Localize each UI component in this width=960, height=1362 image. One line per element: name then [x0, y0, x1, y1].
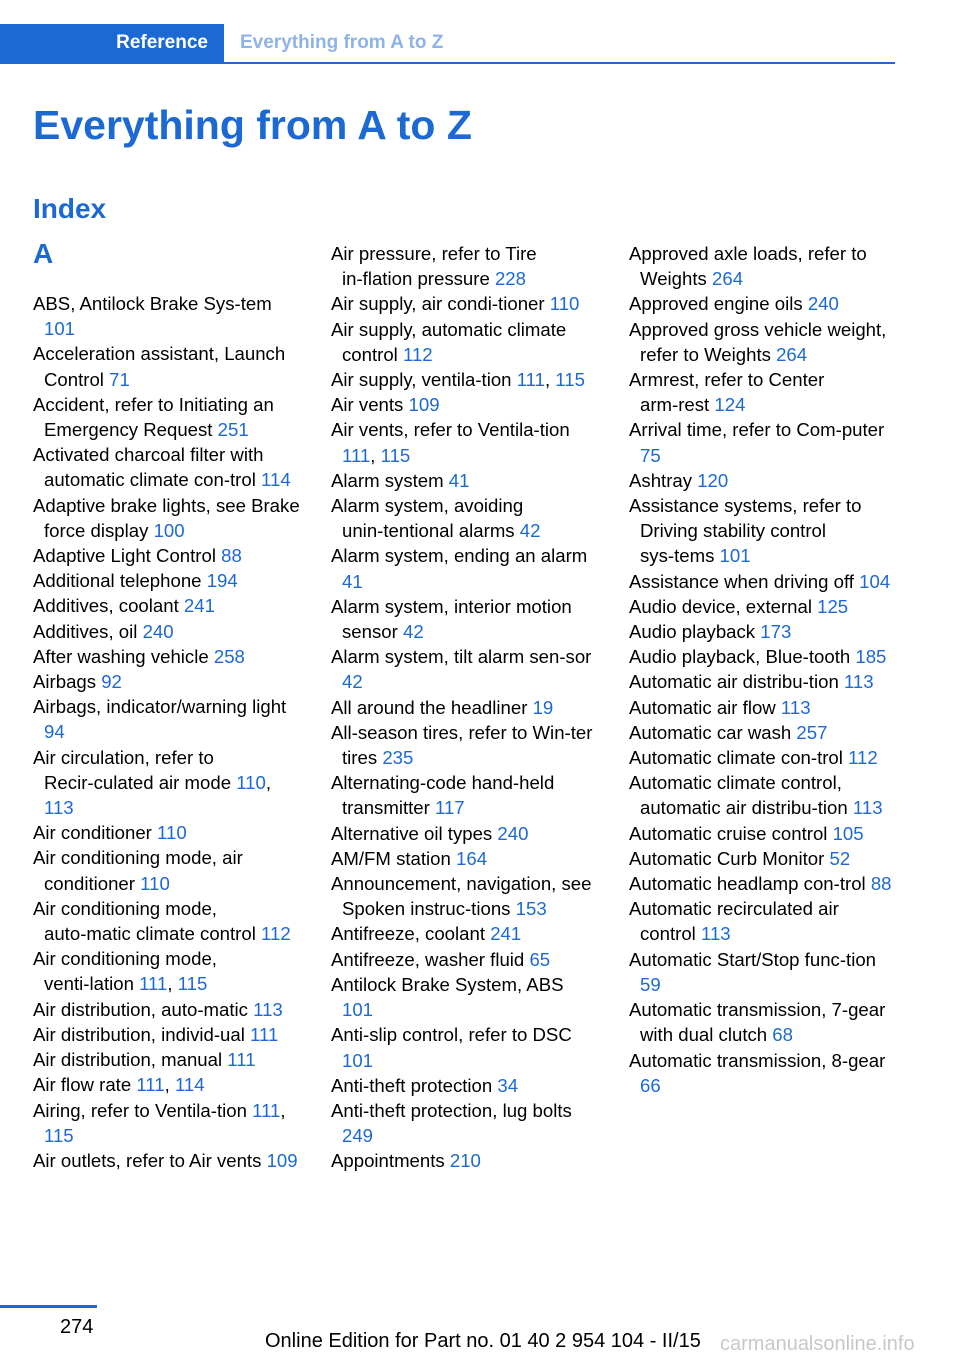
index-entry-text: Automatic car wash	[629, 721, 792, 743]
index-entry	[331, 1073, 599, 1098]
index-entry	[629, 871, 897, 896]
index-entry	[331, 770, 599, 820]
index-entry-text: Air conditioning mode, air conditioner	[33, 847, 243, 894]
index-entry	[629, 569, 897, 594]
index-entry-text: Automatic Curb Monitor	[629, 847, 825, 869]
index-entry	[331, 392, 599, 417]
index-entry-text: Assistance when driving off	[629, 570, 854, 592]
page-link[interactable]: 114	[261, 469, 291, 491]
index-entry-text: Air conditioning mode, auto‑matic climate control	[33, 897, 256, 945]
index-entry-text: Alarm system, tilt alarm sen‑sor	[331, 646, 592, 668]
index-column-2	[331, 241, 599, 1174]
index-entry-text: Air conditioning mode, venti‑lation	[33, 948, 217, 995]
page-link[interactable]: 115	[44, 1124, 74, 1146]
index-entry-text: Automatic Start/Stop func‑tion	[629, 948, 877, 970]
index-entry-text: Air distribution, manual	[33, 1049, 223, 1071]
index-entry-text: Airbags, indicator/warning light	[33, 696, 287, 718]
index-entry-text: Automatic cruise control	[629, 822, 828, 844]
index-entry-text: Approved engine oils	[629, 293, 803, 315]
index-entry-text: Alarm system, interior motion sensor	[331, 595, 572, 643]
index-entry-text: Airing, refer to Ventila‑tion	[33, 1099, 247, 1121]
index-entry-text: Audio playback, Blue‑tooth	[629, 646, 851, 668]
page-link[interactable]: 110	[140, 872, 170, 894]
page-link[interactable]: 113	[700, 923, 731, 945]
index-entry	[629, 417, 897, 467]
page-link[interactable]: 109	[408, 394, 440, 416]
index-entry-text: Air supply, ventila‑tion	[331, 369, 512, 391]
index-entry-text: Arrival time, refer to Com‑puter	[629, 419, 885, 441]
index-entry-text: Air vents, refer to Ventila‑tion	[331, 419, 570, 441]
page-link[interactable]: 71	[109, 368, 130, 390]
page-link[interactable]: 113	[852, 797, 883, 819]
page-link[interactable]: 113	[44, 797, 74, 819]
page-link[interactable]: 251	[217, 419, 249, 441]
page-link[interactable]: 101	[342, 999, 374, 1021]
index-entry	[33, 997, 301, 1022]
page-link[interactable]: 112	[402, 343, 433, 365]
index-column-1	[33, 291, 301, 1173]
index-entry	[629, 644, 897, 669]
page-link[interactable]: 264	[776, 343, 808, 365]
index-entry	[629, 745, 897, 770]
index-entry	[331, 241, 599, 291]
page-link[interactable]: 258	[213, 645, 245, 667]
index-entry-text: Armrest, refer to Center arm‑rest	[629, 369, 825, 416]
index-entry	[33, 1047, 301, 1072]
index-entry-text: Acceleration assistant, Launch Control	[33, 343, 286, 390]
page-link[interactable]: 19	[532, 696, 554, 718]
index-entry-text: Additives, coolant	[33, 595, 179, 617]
page-link[interactable]: 68	[772, 1024, 793, 1046]
page-link[interactable]: 34	[497, 1074, 519, 1096]
index-entry	[331, 720, 599, 770]
page-link[interactable]: 241	[490, 923, 522, 945]
index-entry-text: Assistance systems, refer to Driving stability control sys‑tems	[629, 495, 862, 567]
index-entry-text: Automatic air distribu‑tion	[629, 671, 839, 693]
index-entry-text: Anti-theft protection, lug bolts	[331, 1099, 572, 1121]
index-entry	[33, 593, 301, 618]
index-entry-text: Accident, refer to Initiating an Emergency Request	[33, 393, 274, 441]
index-entry	[629, 468, 897, 493]
index-entry-text: Announcement, navigation, see Spoken instruc‑tions	[331, 873, 592, 920]
page-link[interactable]: 241	[183, 595, 215, 617]
index-entry	[33, 543, 301, 568]
index-entry	[331, 695, 599, 720]
page-link[interactable]: 41	[448, 469, 470, 491]
page-link[interactable]: 164	[456, 847, 488, 869]
index-entry	[33, 669, 301, 694]
index-entry: Air conditioning mode, venti‑lation 111, 115	[33, 948, 217, 995]
index-entry	[331, 846, 599, 871]
index-column-3	[629, 241, 897, 1098]
page-link[interactable]: 240	[807, 293, 839, 315]
page-link[interactable]: 105	[832, 822, 864, 844]
index-entry-text: Air supply, air condi‑tioner	[331, 293, 545, 315]
index-entry	[33, 619, 301, 644]
index-entry	[33, 845, 301, 895]
index-entry-text: Automatic headlamp con‑trol	[629, 873, 866, 895]
index-entry	[33, 291, 301, 341]
index-entry	[331, 594, 599, 644]
page-link[interactable]: 42	[519, 520, 541, 542]
index-entry-text: Appointments	[331, 1150, 445, 1172]
index-entry	[629, 896, 897, 946]
page-number: 274	[60, 1316, 94, 1338]
index-entry-text: Airbags	[33, 671, 97, 693]
index-entry-text: Anti-slip control, refer to DSC	[331, 1024, 572, 1046]
page-link[interactable]: 124	[714, 394, 746, 416]
index-entry	[629, 291, 897, 316]
index-entry	[629, 947, 897, 997]
index-entry: Air circulation, refer to Recir‑culated air mode 110, 113	[33, 746, 272, 819]
page-link[interactable]: 101	[342, 1049, 374, 1071]
page-link[interactable]: 88	[870, 873, 892, 895]
page-link[interactable]: 235	[382, 747, 414, 769]
index-entry-text: Activated charcoal filter with automatic climate con‑trol	[33, 444, 264, 491]
page-link[interactable]: 111	[139, 973, 168, 995]
index-entry	[33, 442, 301, 492]
index-entry-text: Air distribution, individ‑ual	[33, 1023, 245, 1045]
page-link[interactable]: 109	[266, 1149, 298, 1171]
index-entry	[331, 1098, 599, 1148]
footer-rule	[0, 1305, 97, 1308]
page-link[interactable]: 240	[142, 620, 174, 642]
index-entry-text: Alarm system, avoiding unin‑tentional alarms	[331, 495, 524, 542]
index-entry	[629, 821, 897, 846]
page-link[interactable]: 110	[549, 293, 580, 315]
index-entry	[629, 493, 897, 569]
index-entry-text: Approved gross vehicle weight, refer to Weights	[629, 318, 887, 365]
index-entry	[331, 291, 599, 316]
index-entry	[629, 695, 897, 720]
index-entry	[331, 947, 599, 972]
page-link[interactable]: 66	[640, 1074, 661, 1096]
index-entry	[331, 1022, 599, 1072]
index-entry-text: Air distribution, auto‑matic	[33, 998, 248, 1020]
page-link[interactable]: 113	[843, 671, 874, 693]
page-link[interactable]: 228	[494, 268, 526, 290]
page-link[interactable]: 110	[236, 771, 266, 793]
page-link[interactable]: 101	[44, 318, 76, 340]
page-link[interactable]: 117	[435, 797, 465, 819]
index-entry-text: After washing vehicle	[33, 645, 209, 667]
page-link[interactable]: 59	[640, 973, 661, 995]
index-entry-text: Antilock Brake System, ABS	[331, 973, 564, 995]
index-entry-text: Alternative oil types	[331, 822, 493, 844]
page-link[interactable]: 153	[515, 898, 547, 920]
index-entry-text: All around the headliner	[331, 696, 528, 718]
index-entry	[33, 896, 301, 946]
page-link[interactable]: 112	[848, 747, 878, 769]
index-entry	[629, 997, 897, 1047]
index-entry-text: Automatic transmission, 7-gear with dual clutch	[629, 999, 886, 1046]
page-link[interactable]: 42	[342, 671, 363, 693]
index-entry: Air supply, ventila‑tion 111, 115	[331, 369, 585, 391]
page-link[interactable]: 110	[157, 822, 187, 844]
index-entry-text: Air vents	[331, 394, 404, 416]
index-entry-text: Adaptive brake lights, see Brake force display	[33, 494, 300, 541]
index-entry-text: Automatic climate con‑trol	[629, 747, 843, 769]
page-link[interactable]: 173	[760, 621, 792, 643]
index-entry-text: Automatic recirculated air control	[629, 898, 839, 945]
index-entry: Airing, refer to Ventila‑tion 111, 115	[33, 1099, 286, 1146]
page-link[interactable]: 113	[780, 696, 811, 718]
index-entry	[629, 1048, 897, 1098]
index-entry-text: Additional telephone	[33, 570, 202, 592]
index-entry	[331, 921, 599, 946]
page-link[interactable]: 111	[342, 444, 371, 466]
index-entry-text: Alternating-code hand-held transmitter	[331, 772, 555, 819]
index-entry	[629, 846, 897, 871]
index-entry-text: Alarm system	[331, 469, 444, 491]
page-link[interactable]: 185	[855, 646, 887, 668]
index-entry-text: Air supply, automatic climate control	[331, 318, 567, 365]
index-entry-text: Air conditioner	[33, 822, 152, 844]
page-link[interactable]: 111	[136, 1074, 165, 1096]
index-entry-text: Automatic climate control, automatic air distribu‑tion	[629, 772, 848, 819]
index-entry: Air vents, refer to Ventila‑tion 111, 115	[331, 419, 570, 466]
page-link[interactable]: 88	[221, 545, 242, 567]
index-entry	[33, 1022, 301, 1047]
index-entry-text: Additives, oil	[33, 620, 138, 642]
section-title: Index	[33, 193, 107, 224]
index-entry-text: Ashtray	[629, 469, 693, 491]
index-entry-text: ABS, Antilock Brake Sys‑tem	[33, 293, 272, 314]
watermark: carmanualsonline.info	[720, 1333, 915, 1355]
index-entry	[33, 568, 301, 593]
index-letter-heading: A	[33, 238, 54, 269]
index-entry	[629, 367, 897, 417]
index-entry-text: Antifreeze, washer fluid	[331, 948, 525, 970]
index-entry-text: Antifreeze, coolant	[331, 923, 486, 945]
page-link[interactable]: 115	[177, 973, 208, 995]
index-entry-text: Air outlets, refer to Air vents	[33, 1149, 262, 1171]
index-entry	[629, 619, 897, 644]
page-link[interactable]: 111	[252, 1099, 281, 1121]
page-link[interactable]: 115	[555, 369, 585, 391]
header-chapter-title[interactable]: Everything from A to Z	[240, 32, 444, 53]
page-link[interactable]: 194	[206, 570, 238, 592]
page-link[interactable]: 111	[227, 1049, 256, 1071]
index-entry	[331, 1148, 599, 1173]
page-link[interactable]: 115	[380, 444, 411, 466]
header-section-label: Reference	[116, 32, 208, 53]
page-link[interactable]: 210	[449, 1150, 481, 1172]
index-entry-text: Anti-theft protection	[331, 1074, 493, 1096]
index-entry	[331, 543, 599, 593]
index-entry	[33, 493, 301, 543]
index-entry-text: Adaptive Light Control	[33, 545, 216, 567]
header-section-tab[interactable]	[0, 24, 224, 62]
page-title: Everything from A to Z	[33, 102, 472, 148]
page-link[interactable]: 114	[174, 1074, 205, 1096]
index-entry-text: Automatic air flow	[629, 696, 776, 718]
index-entry	[33, 644, 301, 669]
index-entry	[629, 317, 897, 367]
index-entry-text: Audio device, external	[629, 595, 812, 617]
index-entry-text: All-season tires, refer to Win‑ter tires	[331, 721, 593, 769]
index-entry	[629, 594, 897, 619]
index-entry	[331, 821, 599, 846]
index-entry	[331, 644, 599, 694]
page-link[interactable]: 41	[342, 570, 363, 592]
index-entry	[33, 392, 301, 442]
header-bar	[0, 24, 895, 64]
index-entry-text: Automatic transmission, 8-gear	[629, 1049, 886, 1071]
index-entry	[331, 493, 599, 543]
index-entry	[33, 694, 301, 744]
page-link[interactable]: 111	[250, 1023, 279, 1045]
index-entry	[629, 669, 897, 694]
index-entry-text: Air flow rate	[33, 1074, 132, 1096]
index-entry-text: AM/FM station	[331, 847, 451, 869]
page-link[interactable]: 52	[829, 847, 851, 869]
index-entry	[629, 770, 897, 820]
index-entry	[331, 871, 599, 921]
index-entry-text: Alarm system, ending an alarm	[331, 545, 588, 567]
page-link[interactable]: 94	[44, 721, 65, 743]
page-link[interactable]: 100	[153, 519, 185, 541]
page-link[interactable]: 65	[529, 948, 551, 970]
page-link[interactable]: 240	[497, 822, 529, 844]
index-entry	[33, 1148, 301, 1173]
page-link[interactable]: 264	[712, 268, 744, 290]
page-link[interactable]: 112	[261, 923, 291, 945]
footer-edition: Online Edition for Part no. 01 40 2 954 104 - II/15	[265, 1330, 701, 1352]
index-entry-text: Air circulation, refer to Recir‑culated air mode	[33, 746, 232, 793]
page-link[interactable]: 92	[101, 671, 122, 693]
index-entry	[331, 468, 599, 493]
page-link[interactable]: 120	[697, 469, 729, 491]
page-link[interactable]: 113	[253, 998, 283, 1020]
index-entry	[331, 317, 599, 367]
index-entry-text: Approved axle loads, refer to Weights	[629, 243, 867, 290]
index-entry-text: Air pressure, refer to Tire in‑flation pressure	[331, 243, 537, 290]
index-entry	[33, 341, 301, 391]
index-entry-text: Audio playback	[629, 621, 756, 643]
page-link[interactable]: 104	[859, 570, 891, 592]
index-entry	[629, 720, 897, 745]
page-link[interactable]: 249	[342, 1125, 374, 1147]
page-link[interactable]: 42	[402, 621, 424, 643]
page-link[interactable]: 125	[817, 595, 849, 617]
index-entry	[629, 241, 897, 291]
page-link[interactable]: 75	[640, 444, 661, 466]
page-link[interactable]: 111	[516, 369, 545, 391]
index-entry: Air flow rate 111, 114	[33, 1074, 205, 1096]
index-entry	[331, 972, 599, 1022]
page-link[interactable]: 101	[719, 545, 751, 567]
page-link[interactable]: 257	[796, 721, 828, 743]
index-entry	[33, 820, 301, 845]
